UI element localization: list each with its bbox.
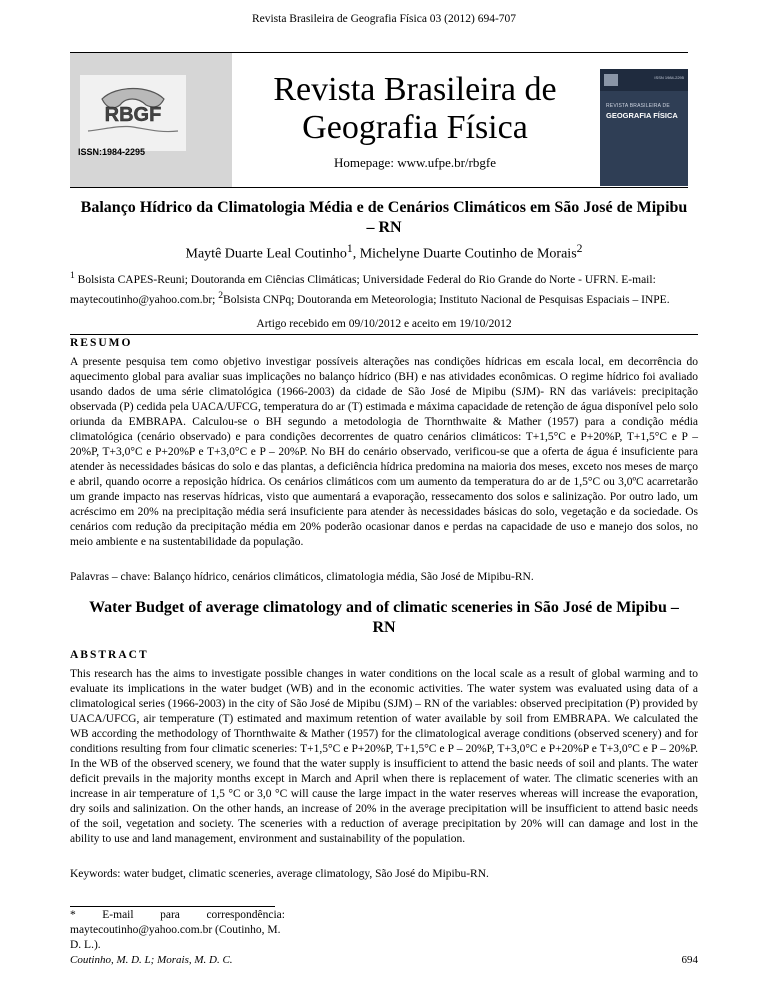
journal-homepage: Homepage: www.ufpe.br/rbgfe — [334, 155, 496, 170]
author-name: Michelyne Duarte Coutinho de Morais — [359, 246, 577, 262]
author-list: Maytê Duarte Leal Coutinho$^1$, Michelyne Duarte Coutinho de Morais$^2$ — [185, 242, 583, 262]
rbgf-logo-icon — [80, 75, 186, 151]
article-title-en: Water Budget of average climatology and of climatic sceneries in São José de Mipibu – RN — [89, 599, 679, 636]
divider — [70, 334, 698, 335]
author-name: Maytê Duarte Leal Coutinho — [185, 246, 347, 262]
footer-authors: Coutinho, M. D. L; Morais, M. D. C. — [70, 954, 233, 966]
journal-title: Revista Brasileira de Geografia Física — [273, 71, 557, 146]
abstract-text: This research has the aims to investigate possible changes in water conditions on the local scale as a result of global warming and to evaluate its implications in the water budget (WB) and in the economic activities. The water system was evaluated using data of a climatological series (1966-2003) in the city of São José de Mipibu (SJM) – RN of the variables: observed precipitation (P) provided by UACA/UFCG, air temperature (T) estimated and maximum retention of water available by soil from EMBRAPA. We calculated the WB according the methodology of Thornthwaite & Mather (1957) for the climatological average conditions (observed scenery) and for conditions resulting from four climatic sceneries: T+1,5°C e P+20%P, T+1,5°C e P – 20%P, T+3,0°C e P+20%P e T+3,0°C e P – 20%P. In the WB of the observed scenery, we found that the water supply is insufficient to attend the basic needs of soil and plants. The water deficit prevails in the majority months except in March and April when there is replacement of water. The climatic sceneries with an increase in air temperature of 1,5 °C or 3,0 °C will cause the large impact in the water reserves whereas will increase the evaporation, dry soils and salinization. On the other hands, an increase of 20% in the average precipitation will be insufficient to attend basic needs of the soil, vegetation and society. The sceneries with a reduction of average precipitation by 20% will can damage and lost in the ability to use and land management, environment and sustainability of the population. — [70, 668, 698, 845]
article-title-pt: Balanço Hídrico da Climatologia Média e de Cenários Climáticos em São José de Mipibu – RN — [80, 199, 688, 236]
page-number: 694 — [681, 954, 698, 966]
palavras-chave: Palavras – chave: Balanço hídrico, cenários climáticos, climatologia média, São José de Mipibu-RN. — [70, 571, 534, 583]
footnote-divider — [70, 906, 275, 907]
journal-cover-image: ISSN 1984-2295 REVISTA BRASILEIRA DE GEOGRAFIA FÍSICA — [600, 69, 688, 186]
svg-text:RBGF: RBGF — [104, 104, 162, 126]
received-date: Artigo recebido em 09/10/2012 e aceito em 19/10/2012 — [256, 318, 512, 330]
resumo-text: A presente pesquisa tem como objetivo investigar possíveis alterações nas condições hídricas em escala local, em decorrência do aquecimento global para avaliar suas implicações no balanço hídrico (BH) e nas atividades econômicas. O regime hídrico foi avaliado usando dados de uma série climatológica (1966-2003) da cidade de São José de Mipibu (SJM)- RN das variáveis: precipitação observada (P) cedida pela UACA/UFCG, temperatura do ar (T) estimada e máxima capacidade de retenção de água disponível pelo solo oriunda da EMBRAPA. Calculou-se o BH segundo a metodologia de Thornthwaite & Mather (1957) para a condição média climatológica (cenário observado) e para condições decorrentes de quatro cenários climáticos: T+1,5°C e P+20%P, T+1,5°C e P – 20%P, T+3,0°C e P+20%P e T+3,0°C e P – 20%P. No BH do cenário observado, verificou-se que a oferta de água é insuficiente para atender às necessidades básicas do solo e das plantas, a deficiência hídrica predomina na maioria dos meses, exceto nos meses de março e abril, quando ocorre a reposição hídrica. Os cenários climáticos com um aumento da temperatura do ar de 1,5°C ou 3,0ºC acarretarão um grande impacto nas reservas hídricas, visto que aumentará a evaporação, ressecamento dos solos e salinização. Por outro lado, um acréscimo em 20% na precipitação média será insuficiente para atender às necessidades básicas do solo, vegetação e da sociedade. Os cenários com redução da precipitação média em 20% poderão ocasionar danos e perdas na capacidade de uso e manejo dos solos, no meio ambiente e na sustentabilidade da população. — [70, 356, 698, 548]
cover-emblem-icon — [604, 74, 618, 86]
resumo-heading: RESUMO — [70, 337, 133, 349]
affiliations: $^1$ Bolsista CAPES-Reuni; Doutoranda em Ciências Climáticas; Universidade Federal do Rio Grande do Norte - UFRN. E-mail: maytecoutinho@yahoo.com.br; $^2$Bolsista CNPq; Doutoranda em Meteorologia; Instituto Nacional de Pesquisas Espaciais – INPE. — [70, 270, 670, 306]
abstract-heading: ABSTRACT — [70, 649, 149, 661]
keywords: Keywords: water budget, climatic sceneries, average climatology, São José do Mipibu-RN. — [70, 868, 489, 880]
running-head: Revista Brasileira de Geografia Física 03 (2012) 694-707 — [251, 13, 517, 25]
correspondence-footnote: * E-mail para correspondência: maytecoutinho@yahoo.com.br (Coutinho, M. D. L.). — [70, 909, 285, 951]
journal-masthead — [70, 52, 688, 188]
issn-label: ISSN:1984-2295 — [78, 147, 146, 157]
journal-logo — [70, 53, 232, 187]
